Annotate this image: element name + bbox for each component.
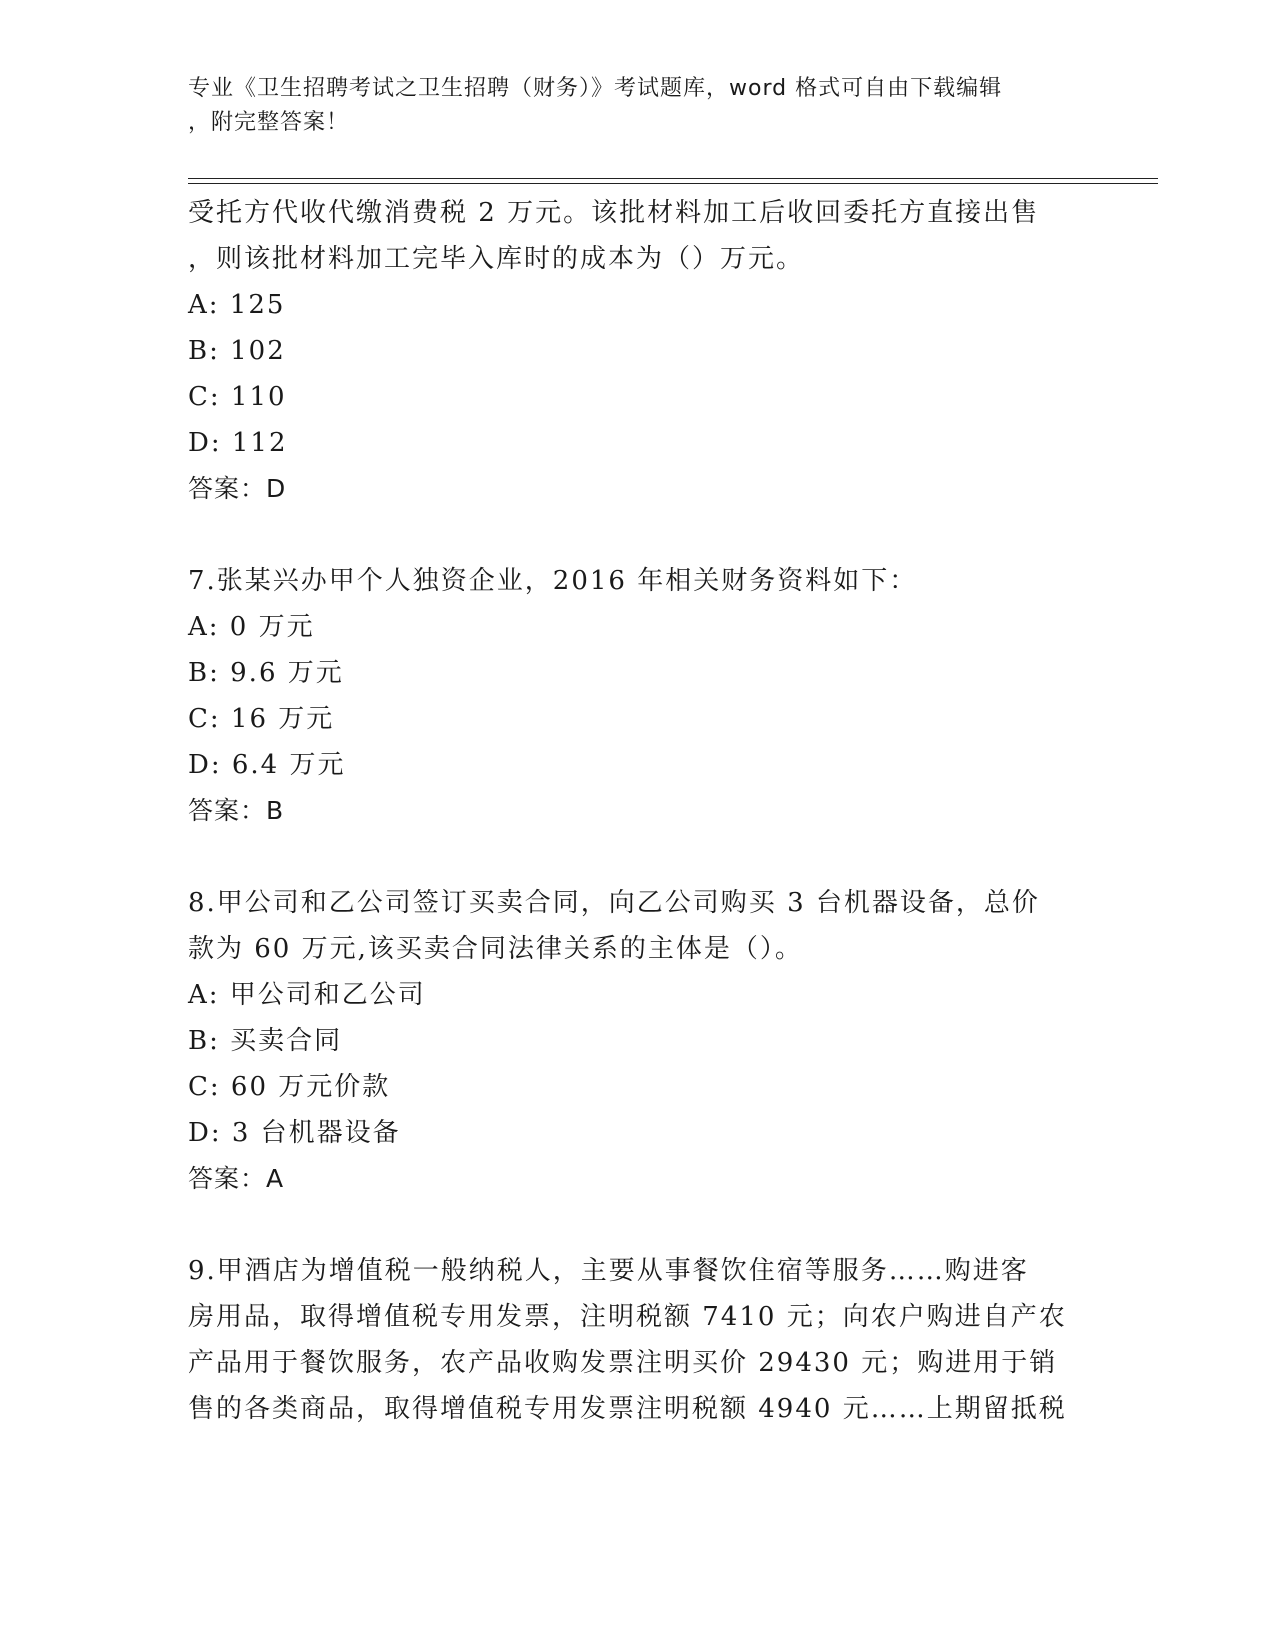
question-text-line: 受托方代收代缴消费税 2 万元。该批材料加工后收回委托方直接出售 [188,198,1040,228]
spacer [188,834,1088,880]
question-9 [188,1248,1088,1432]
answer-line: 答案：D [188,474,287,503]
question-8 [188,880,1088,1202]
question-text-line: 款为 60 万元,该买卖合同法律关系的主体是（）。 [188,934,803,964]
option-d: D: 6.4 万元 [188,750,346,780]
option-d: D: 112 [188,428,288,458]
header-divider-bottom [188,183,1158,184]
question-7 [188,558,1088,834]
option-c: C: 60 万元价款 [188,1072,391,1102]
option-a: A: 甲公司和乙公司 [188,980,426,1010]
option-b: B: 102 [188,336,286,366]
spacer [188,1202,1088,1248]
question-text-line: ，则该批材料加工完毕入库时的成本为（）万元。 [188,244,805,274]
option-b: B: 9.6 万元 [188,658,344,688]
question-text-line: 7.张某兴办甲个人独资企业，2016 年相关财务资料如下： [188,566,918,596]
option-b: B: 买卖合同 [188,1026,343,1056]
question-text-line: 产品用于餐饮服务，农产品收购发票注明买价 29430 元；购进用于销 [188,1348,1058,1378]
header-line-2: ，附完整答案！ [188,110,350,135]
spacer [188,512,1088,558]
document-header [188,72,1068,140]
question-text-line: 9.甲酒店为增值税一般纳税人，主要从事餐饮住宿等服务……购进客 [188,1256,1029,1286]
document-body [188,190,1088,1432]
option-a: A: 0 万元 [188,612,315,642]
answer-line: 答案：A [188,1164,285,1193]
option-d: D: 3 台机器设备 [188,1118,401,1148]
option-c: C: 110 [188,382,287,412]
question-text-line: 8.甲公司和乙公司签订买卖合同，向乙公司购买 3 台机器设备，总价 [188,888,1040,918]
option-a: A: 125 [188,290,286,320]
answer-line: 答案：B [188,796,285,825]
question-6 [188,190,1088,512]
header-divider-top [188,178,1158,179]
option-c: C: 16 万元 [188,704,335,734]
question-text-line: 售的各类商品，取得增值税专用发票注明税额 4940 元……上期留抵税 [188,1394,1067,1424]
question-text-line: 房用品，取得增值税专用发票，注明税额 7410 元；向农户购进自产农 [188,1302,1067,1332]
header-line-1: 专业《卫生招聘考试之卫生招聘（财务）》考试题库，word 格式可自由下载编辑 [188,76,1003,101]
